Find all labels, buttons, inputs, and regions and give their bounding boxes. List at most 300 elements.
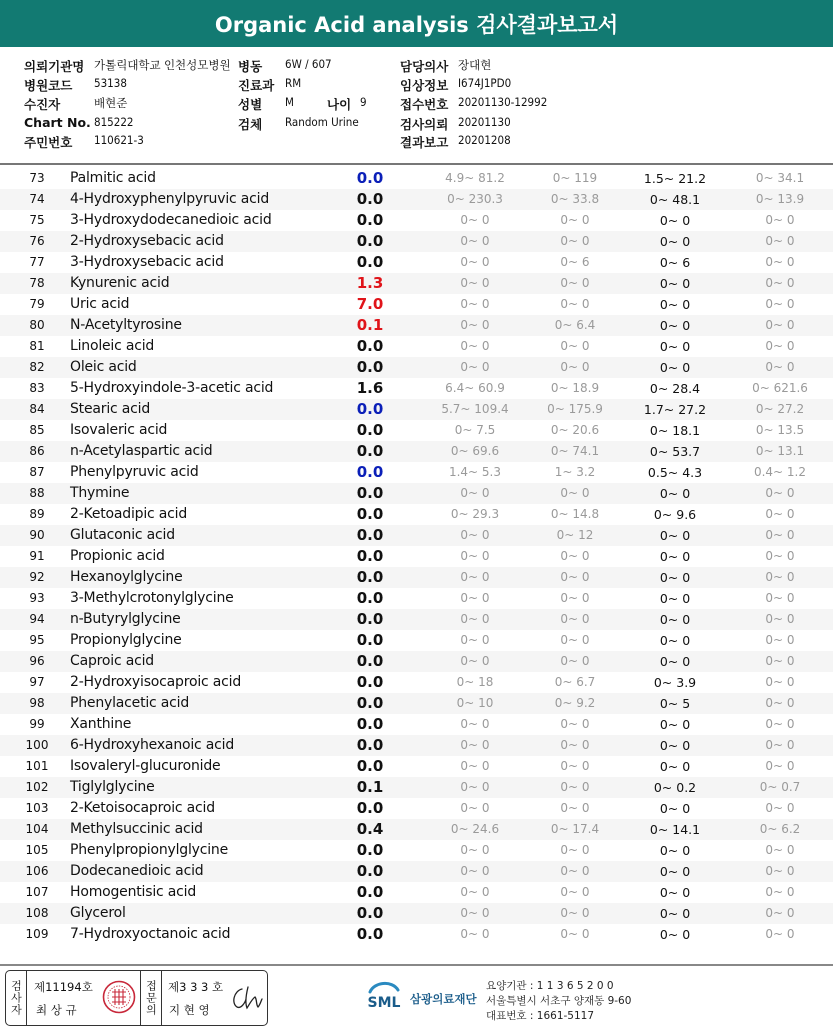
reference-range-2: 0~ 6.4 [554,318,596,332]
analyte-name: Isovaleryl-glucuronide [70,758,221,774]
reference-range-2: 0~ 0 [560,717,590,731]
row-number: 80 [29,318,45,332]
row-number: 74 [29,192,45,206]
reference-range-4: 0~ 0 [765,276,795,290]
reference-range-2: 0~ 33.8 [550,192,600,206]
reference-range-1: 0~ 0 [460,549,490,563]
reference-range-2: 0~ 74.1 [550,444,600,458]
divider [26,971,27,1025]
reference-range-3: 0~ 48.1 [649,192,701,207]
reference-range-1: 0~ 0 [460,885,490,899]
analyte-name: Propionic acid [70,548,165,564]
reference-range-1: 0~ 0 [460,213,490,227]
table-row [0,294,833,315]
table-row [0,357,833,378]
analyte-name: 3-Hydroxydodecanedioic acid [70,212,272,228]
reference-range-2: 0~ 0 [560,486,590,500]
seal-stamp-icon [102,980,136,1014]
report-date-label: 결과보고 [400,135,449,150]
reference-range-4: 0~ 0 [765,318,795,332]
result-value: 0.0 [356,421,384,439]
row-number: 102 [25,780,49,794]
analyte-name: 2-Hydroxyisocaproic acid [70,674,242,690]
reference-range-3: 0~ 0 [659,528,691,543]
sex-value: M [285,95,294,109]
result-value: 0.0 [356,631,384,649]
reference-range-4: 0~ 0 [765,843,795,857]
table-row [0,420,833,441]
row-number: 79 [29,297,45,311]
result-value: 0.0 [356,736,384,754]
reference-range-2: 0~ 0 [560,780,590,794]
result-value: 0.0 [356,211,384,229]
table-row [0,546,833,567]
reference-range-3: 0~ 53.7 [649,444,701,459]
table-row [0,798,833,819]
result-value: 0.0 [356,904,384,922]
hospital-code-value: 53138 [94,76,127,90]
reference-range-3: 0~ 0 [659,591,691,606]
analyte-name: 4-Hydroxyphenylpyruvic acid [70,191,270,207]
reference-range-1: 0~ 10 [456,696,494,710]
reference-range-4: 0~ 0 [765,591,795,605]
reference-range-1: 1.4~ 5.3 [448,465,502,479]
reference-range-3: 0~ 0 [659,717,691,732]
table-row [0,924,833,945]
reference-range-4: 0~ 6.2 [759,822,801,836]
table-row [0,567,833,588]
ward-value: 6W / 607 [285,57,332,71]
reference-range-2: 0~ 14.8 [550,507,600,521]
reference-range-4: 0~ 13.1 [755,444,805,458]
reference-range-4: 0~ 27.2 [755,402,805,416]
result-value: 0.0 [356,484,384,502]
reference-range-4: 0~ 0 [765,738,795,752]
analyte-name: Phenylpropionylglycine [70,842,229,858]
row-number: 87 [29,465,45,479]
reference-range-4: 0~ 0 [765,654,795,668]
reference-range-3: 0~ 0 [659,213,691,228]
table-row [0,735,833,756]
reference-range-4: 0~ 0 [765,885,795,899]
table-row [0,336,833,357]
reference-range-3: 0~ 0 [659,801,691,816]
table-row [0,252,833,273]
reference-range-3: 0~ 0 [659,486,691,501]
reference-range-1: 0~ 0 [460,339,490,353]
reference-range-3: 0~ 6 [659,255,691,270]
table-row [0,210,833,231]
reference-range-2: 0~ 0 [560,339,590,353]
reference-range-2: 0~ 175.9 [547,402,603,416]
result-value: 0.0 [356,841,384,859]
inspector-vertical-label [6,971,26,1025]
reference-range-2: 0~ 0 [560,885,590,899]
report-title: Organic Acid analysis 검사결과보고서 [0,0,833,47]
reference-range-1: 0~ 0 [460,528,490,542]
reference-range-3: 0~ 18.1 [649,423,701,438]
reference-range-4: 0.4~ 1.2 [753,465,807,479]
analyte-name: Glutaconic acid [70,527,175,543]
report-date-value: 20201208 [458,133,511,147]
reference-range-4: 0~ 13.5 [755,423,805,437]
receipt-label: 접수번호 [400,97,449,112]
analyte-name: Glycerol [70,905,126,921]
analyte-name: Isovaleric acid [70,422,168,438]
reference-range-3: 0~ 0 [659,549,691,564]
reference-range-3: 0~ 0 [659,864,691,879]
table-row [0,777,833,798]
reference-range-1: 0~ 0 [460,297,490,311]
row-number: 95 [29,633,45,647]
reference-range-2: 0~ 0 [560,738,590,752]
result-value: 0.0 [356,400,384,418]
reference-range-2: 0~ 12 [556,528,594,542]
analyte-name: 2-Ketoisocaproic acid [70,800,215,816]
reference-range-2: 0~ 6 [560,255,590,269]
reference-range-1: 0~ 0 [460,654,490,668]
table-row [0,693,833,714]
analyte-name: Methylsuccinic acid [70,821,203,837]
result-value: 0.0 [356,799,384,817]
analyte-name: Xanthine [70,716,132,732]
reference-range-1: 0~ 0 [460,360,490,374]
reference-range-3: 0~ 0 [659,738,691,753]
reference-range-2: 0~ 0 [560,654,590,668]
reference-range-1: 0~ 230.3 [447,192,503,206]
reference-range-2: 0~ 0 [560,234,590,248]
row-number: 82 [29,360,45,374]
doctor-label: 담당의사 [400,59,449,74]
result-value: 0.1 [356,316,384,334]
row-number: 75 [29,213,45,227]
reference-range-3: 0~ 0 [659,885,691,900]
row-number: 106 [25,864,49,878]
table-row [0,609,833,630]
reference-range-3: 0~ 0 [659,759,691,774]
reference-range-2: 0~ 0 [560,612,590,626]
reference-range-4: 0~ 0 [765,549,795,563]
reference-range-3: 0~ 9.6 [653,507,697,522]
result-value: 0.0 [356,925,384,943]
table-row [0,168,833,189]
row-number: 90 [29,528,45,542]
reference-range-3: 0~ 0 [659,906,691,921]
table-row [0,819,833,840]
resident-label: 주민번호 [24,135,73,150]
analyte-name: n-Butyrylglycine [70,611,181,627]
reference-range-4: 0~ 0 [765,633,795,647]
confirmer-vertical-label [141,971,161,1025]
analyte-name: Homogentisic acid [70,884,197,900]
row-number: 104 [25,822,49,836]
result-value: 0.4 [356,820,384,838]
row-number: 88 [29,486,45,500]
reference-range-3: 0~ 0 [659,570,691,585]
analyte-name: Caproic acid [70,653,154,669]
confirmer-number: 제3 3 3 호 [168,980,224,994]
reference-range-4: 0~ 0 [765,927,795,941]
reference-range-1: 0~ 0 [460,318,490,332]
analyte-name: 2-Hydroxysebacic acid [70,233,224,249]
table-row [0,483,833,504]
inspector-number: 제11194호 [34,980,93,994]
reference-range-1: 0~ 18 [456,675,494,689]
age-value: 9 [360,95,367,109]
reference-range-3: 0~ 0 [659,654,691,669]
reference-range-2: 0~ 0 [560,843,590,857]
reference-range-3: 0~ 0 [659,318,691,333]
reference-range-4: 0~ 0 [765,759,795,773]
reference-range-1: 4.9~ 81.2 [445,171,505,185]
reference-range-2: 0~ 0 [560,297,590,311]
analyte-name: 7-Hydroxyoctanoic acid [70,926,231,942]
analyte-name: 5-Hydroxyindole-3-acetic acid [70,380,274,396]
reference-range-2: 0~ 6.7 [554,675,596,689]
handwritten-signature-icon [228,981,264,1015]
table-row [0,462,833,483]
row-number: 98 [29,696,45,710]
result-value: 0.0 [356,232,384,250]
reference-range-3: 0.5~ 4.3 [647,465,703,480]
reference-range-2: 0~ 0 [560,549,590,563]
result-value: 1.6 [356,379,384,397]
reference-range-1: 0~ 0 [460,633,490,647]
reference-range-4: 0~ 0 [765,801,795,815]
address: 서울특별시 서초구 양재동 9-60 [486,995,632,1007]
result-value: 0.0 [356,652,384,670]
confirmer-label: 접문의 [144,980,158,1016]
row-number: 105 [25,843,49,857]
reference-range-4: 0~ 0 [765,507,795,521]
chart-no-value: 815222 [94,115,134,129]
result-value: 0.0 [356,673,384,691]
examinee-value: 배현준 [94,96,128,110]
reference-range-3: 0~ 0 [659,843,691,858]
dept-label: 진료과 [238,78,275,93]
reference-range-3: 0~ 0 [659,297,691,312]
reference-range-2: 1~ 3.2 [554,465,596,479]
reference-range-3: 0~ 3.9 [653,675,697,690]
reference-range-4: 0~ 13.9 [755,192,805,206]
result-value: 0.0 [356,589,384,607]
dept-value: RM [285,76,302,90]
resident-value: 110621-3 [94,133,144,147]
ward-label: 병동 [238,59,263,74]
reference-range-2: 0~ 0 [560,801,590,815]
specimen-value: Random Urine [285,115,359,129]
row-number: 93 [29,591,45,605]
row-number: 109 [25,927,49,941]
reference-range-4: 0~ 0 [765,675,795,689]
table-row [0,903,833,924]
table-row [0,756,833,777]
age-label: 나이 [327,97,352,112]
reference-range-3: 0~ 0 [659,612,691,627]
reference-range-1: 0~ 0 [460,570,490,584]
reference-range-1: 0~ 69.6 [450,444,500,458]
reference-range-1: 0~ 0 [460,759,490,773]
row-number: 89 [29,507,45,521]
result-value: 0.0 [356,757,384,775]
reference-range-1: 0~ 0 [460,864,490,878]
row-number: 99 [29,717,45,731]
table-row [0,651,833,672]
result-value: 1.3 [356,274,384,292]
logo-text: SML [367,995,401,1011]
phone: 대표번호 : 1661-5117 [486,1010,595,1022]
analyte-name: 2-Ketoadipic acid [70,506,188,522]
examinee-label: 수진자 [24,97,61,112]
reference-range-3: 0~ 0.2 [653,780,697,795]
reference-range-4: 0~ 0 [765,339,795,353]
reference-range-2: 0~ 0 [560,360,590,374]
row-number: 85 [29,423,45,437]
reference-range-2: 0~ 17.4 [550,822,600,836]
analyte-name: Phenylpyruvic acid [70,464,199,480]
analyte-name: Tiglylglycine [70,779,155,795]
hospital-code-label: 병원코드 [24,78,73,93]
reference-range-3: 0~ 28.4 [649,381,701,396]
reference-range-4: 0~ 0 [765,213,795,227]
reference-range-4: 0~ 0 [765,297,795,311]
analyte-name: Palmitic acid [70,170,156,186]
analyte-name: Dodecanedioic acid [70,863,204,879]
reference-range-4: 0~ 0 [765,570,795,584]
reference-range-1: 5.7~ 109.4 [441,402,509,416]
table-row [0,441,833,462]
reference-range-2: 0~ 0 [560,570,590,584]
analyte-name: Stearic acid [70,401,151,417]
reference-range-4: 0~ 0 [765,864,795,878]
agency-code: 요양기관 : 1 1 3 6 5 2 0 0 [486,980,614,992]
patient-info-header [0,47,833,162]
table-row [0,525,833,546]
signature-box [5,970,268,1026]
reference-range-4: 0~ 0 [765,696,795,710]
analyte-name: Hexanoylglycine [70,569,183,585]
reference-range-3: 0~ 0 [659,633,691,648]
table-row [0,882,833,903]
reference-range-1: 0~ 7.5 [454,423,496,437]
request-label: 검사의뢰 [400,117,449,132]
table-row [0,315,833,336]
reference-range-2: 0~ 0 [560,864,590,878]
reference-range-2: 0~ 0 [560,213,590,227]
result-value: 0.0 [356,505,384,523]
row-number: 100 [25,738,49,752]
row-number: 73 [29,171,45,185]
receipt-value: 20201130-12992 [458,95,548,109]
inspector-label: 검사자 [9,980,23,1016]
table-row [0,630,833,651]
row-number: 92 [29,570,45,584]
reference-range-2: 0~ 20.6 [550,423,600,437]
reference-range-1: 0~ 0 [460,738,490,752]
reference-range-2: 0~ 0 [560,633,590,647]
reference-range-2: 0~ 0 [560,276,590,290]
row-number: 94 [29,612,45,626]
clinical-value: I674J1PD0 [458,76,512,90]
org-name: 삼광의료재단 [410,992,477,1006]
reference-range-2: 0~ 0 [560,591,590,605]
reference-range-1: 0~ 0 [460,255,490,269]
analyte-name: Uric acid [70,296,130,312]
result-value: 0.0 [356,463,384,481]
table-row [0,504,833,525]
sex-label: 성별 [238,97,263,112]
analyte-name: Oleic acid [70,359,137,375]
result-value: 0.1 [356,778,384,796]
reference-range-1: 0~ 0 [460,276,490,290]
row-number: 84 [29,402,45,416]
reference-range-1: 0~ 0 [460,843,490,857]
row-number: 107 [25,885,49,899]
reference-range-3: 0~ 0 [659,927,691,942]
analyte-name: Linoleic acid [70,338,155,354]
analyte-name: 6-Hydroxyhexanoic acid [70,737,235,753]
result-value: 0.0 [356,547,384,565]
reference-range-2: 0~ 18.9 [550,381,600,395]
table-row [0,840,833,861]
reference-range-4: 0~ 0 [765,717,795,731]
row-number: 97 [29,675,45,689]
result-value: 7.0 [356,295,384,313]
hospital-value: 가톨릭대학교 인천성모병원 [94,58,231,72]
analyte-name: Propionylglycine [70,632,182,648]
row-number: 101 [25,759,49,773]
result-value: 0.0 [356,442,384,460]
doctor-value: 장대현 [458,58,492,72]
result-value: 0.0 [356,169,384,187]
confirmer-name: 지 현 영 [169,1003,210,1017]
reference-range-1: 0~ 29.3 [450,507,500,521]
table-row [0,273,833,294]
reference-range-4: 0~ 621.6 [752,381,808,395]
chart-no-label: Chart No. [24,115,91,130]
analyte-name: Phenylacetic acid [70,695,190,711]
reference-range-3: 1.5~ 21.2 [643,171,707,186]
reference-range-4: 0~ 0 [765,906,795,920]
result-value: 0.0 [356,190,384,208]
table-row [0,189,833,210]
row-number: 77 [29,255,45,269]
reference-range-4: 0~ 0.7 [759,780,801,794]
reference-range-4: 0~ 0 [765,612,795,626]
reference-range-3: 0~ 14.1 [649,822,701,837]
row-number: 96 [29,654,45,668]
result-value: 0.0 [356,610,384,628]
reference-range-3: 0~ 0 [659,339,691,354]
reference-range-1: 0~ 0 [460,486,490,500]
reference-range-1: 6.4~ 60.9 [445,381,505,395]
reference-range-2: 0~ 9.2 [554,696,596,710]
specimen-label: 검체 [238,117,263,132]
clinical-label: 임상정보 [400,78,449,93]
reference-range-4: 0~ 0 [765,486,795,500]
row-number: 78 [29,276,45,290]
table-row [0,714,833,735]
reference-range-1: 0~ 0 [460,780,490,794]
reference-range-3: 0~ 0 [659,276,691,291]
table-row [0,588,833,609]
reference-range-3: 0~ 5 [659,696,691,711]
divider [161,971,162,1025]
table-row [0,672,833,693]
result-value: 0.0 [356,358,384,376]
reference-range-3: 0~ 0 [659,360,691,375]
analyte-name: N-Acetyltyrosine [70,317,182,333]
